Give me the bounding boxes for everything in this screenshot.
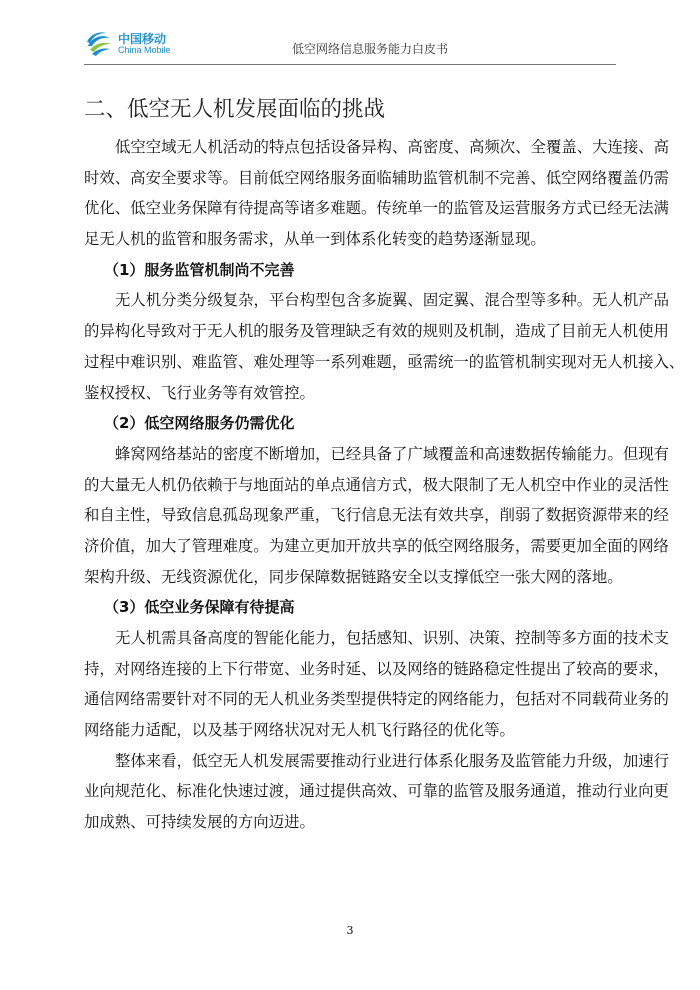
paragraph-line: 过程中难识别、难监管、难处理等一系列难题，亟需统一的监管机制实现对无人机接入、 <box>84 352 685 371</box>
paragraph-line: 足无人机的监管和服务需求，从单一到体系化转变的趋势逐渐显现。 <box>84 230 546 249</box>
paragraph-line: 低空空域无人机活动的特点包括设备异构、高密度、高频次、全覆盖、大连接、高 <box>115 138 670 156</box>
document-title: 低空网络信息服务能力白皮书 <box>291 42 448 56</box>
paragraph-line: 通信网络需要针对不同的无人机业务类型提供特定的网络能力，包括对不同载荷业务的 <box>84 690 669 709</box>
paragraph-line: 整体来看，低空无人机发展需要推动行业进行体系化服务及监管能力升级，加速行 <box>115 751 670 770</box>
paragraph-line: 优化、低空业务保障有待提高等诸多难题。传统单一的监管及运营服务方式已经无法满 <box>84 199 669 218</box>
logo-text-cn: 中国移动 <box>118 32 167 46</box>
paragraph-line: 鉴权授权、飞行业务等有效管控。 <box>84 383 315 402</box>
paragraph-line: 网络能力适配，以及基于网络状况对无人机飞行路径的优化等。 <box>84 721 515 740</box>
page-header <box>84 28 616 65</box>
paragraph <box>84 439 670 592</box>
paragraph-line: 的大量无人机仍依赖于与地面站的单点通信方式，极大限制了无人机空中作业的灵活性 <box>84 475 669 494</box>
paragraph-line: 的异构化导致对于无人机的服务及管理缺乏有效的规则及机制，造成了目前无人机使用 <box>84 322 669 341</box>
subsection-heading: （3）低空业务保障有待提高 <box>104 598 295 617</box>
paragraph-line: 加成熟、可持续发展的方向迈进。 <box>84 813 315 832</box>
paragraph <box>84 132 670 255</box>
paragraph-line: 济价值，加大了管理难度。为建立更加开放共享的低空网络服务，需要更加全面的网络 <box>84 536 669 555</box>
section-title: 二、低空无人机发展面临的挑战 <box>84 97 386 122</box>
paragraph-line: 和自主性，导致信息孤岛现象严重，飞行信息无法有效共享，削弱了数据资源带来的经 <box>84 506 669 525</box>
paragraph <box>84 746 670 838</box>
body-content <box>84 132 685 838</box>
paragraph-line: 无人机需具备高度的智能化能力，包括感知、识别、决策、控制等多方面的技术支 <box>115 629 670 647</box>
paragraph-line: 业向规范化、标准化快速过渡，通过提供高效、可靠的监管及服务通道，推动行业向更 <box>84 782 669 801</box>
paragraph-line: 架构升级、无线资源优化，同步保障数据链路安全以支撑低空一张大网的落地。 <box>84 567 623 586</box>
page-number: 3 <box>346 924 354 937</box>
paragraph-line: 蜂窝网络基站的密度不断增加，已经具备了广域覆盖和高速数据传输能力。但现有 <box>115 444 670 463</box>
logo-text-en: China Mobile <box>118 45 171 55</box>
paragraph-line: 时效、高安全要求等。目前低空网络服务面临辅助监管机制不完善、低空网络覆盖仍需 <box>84 168 669 187</box>
subsection-heading: （2）低空网络服务仍需优化 <box>104 414 295 433</box>
subsection-heading: （1）服务监管机制尚不完善 <box>104 260 295 279</box>
paragraph <box>84 623 670 746</box>
paragraph-line: 无人机分类分级复杂，平台构型包含多旋翼、固定翼、混合型等多种。无人机产品 <box>115 291 670 310</box>
paragraph <box>84 285 685 408</box>
paragraph-line: 持，对网络连接的上下行带宽、业务时延、以及网络的链路稳定性提出了较高的要求， <box>84 659 669 678</box>
